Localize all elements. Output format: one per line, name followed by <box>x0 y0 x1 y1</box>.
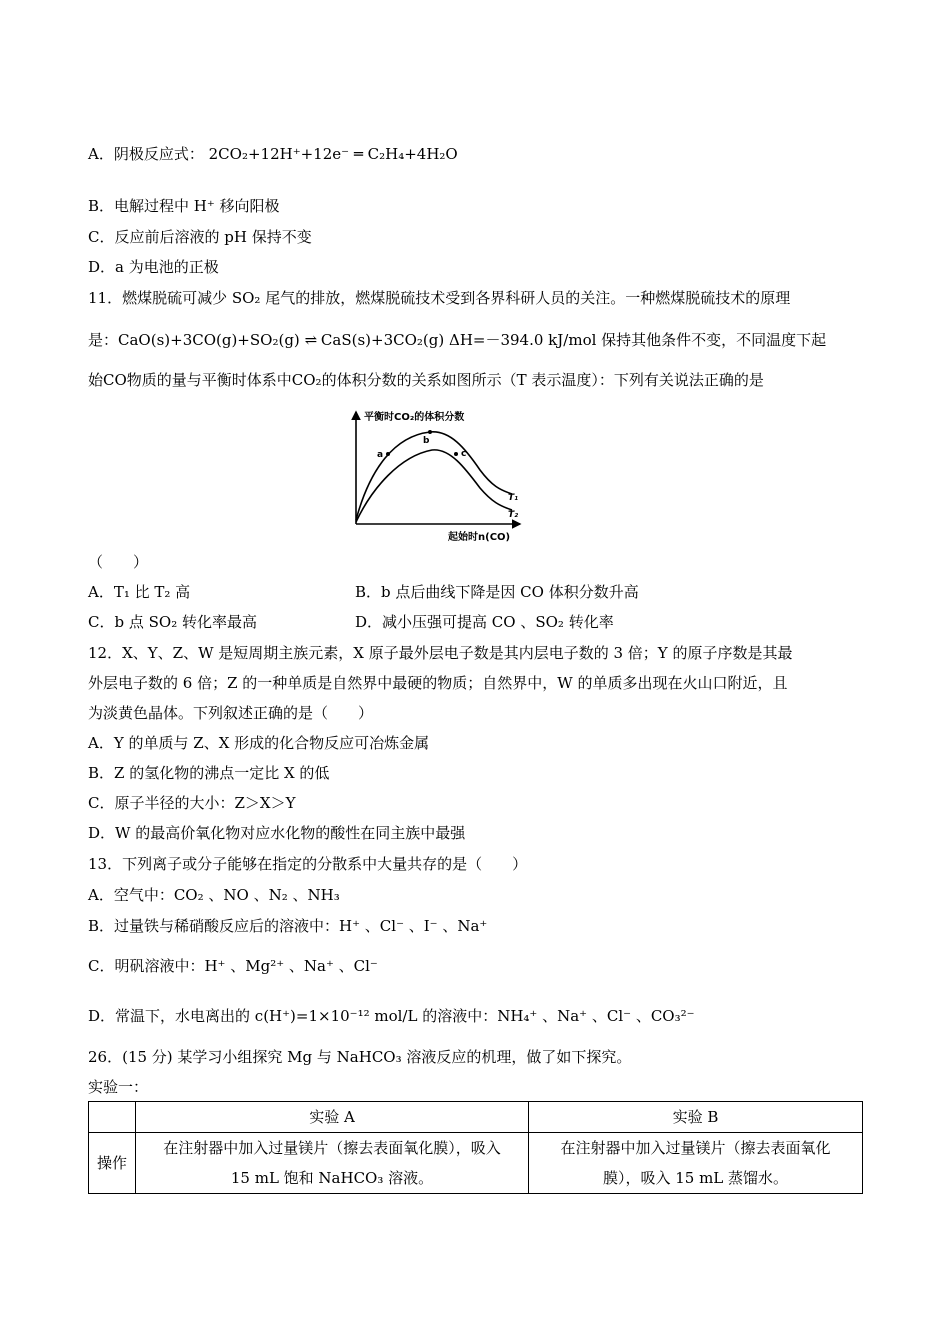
q11-option-d: D．减小压强可提高 CO 、SO₂ 转化率 <box>355 613 614 631</box>
q10-option-d: D．a 为电池的正极 <box>88 258 219 276</box>
chart-point-c-label: c <box>461 449 467 459</box>
q10-option-a-formula: 2CO₂+12H⁺+12e⁻ ═ C₂H₄+4H₂O <box>208 145 458 163</box>
q26-experiment-title: 实验一： <box>88 1078 149 1096</box>
q11-option-c: C．b 点 SO₂ 转化率最高 <box>88 613 257 631</box>
q11-stem-line2 <box>88 330 826 350</box>
q13-option-d: D．常温下，水电离出的 c(H⁺)=1×10⁻¹² mol/L 的溶液中：NH₄⁺ 、Na⁺ 、Cl⁻ 、CO₃²⁻ <box>88 1007 695 1025</box>
q13-option-a: A．空气中：CO₂ 、NO 、N₂ 、NH₃ <box>88 886 340 904</box>
chart-t1-label: T₁ <box>508 493 519 503</box>
table-cell-b-line1: 在注射器中加入过量镁片（擦去表面氧化 <box>560 1139 831 1157</box>
q12-option-a: A．Y 的单质与 Z、X 形成的化合物反应可冶炼金属 <box>88 734 430 752</box>
q13-option-c: C．明矾溶液中：H⁺ 、Mg²⁺ 、Na⁺ 、Cl⁻ <box>88 957 378 975</box>
table-header-a: 实验 A <box>136 1102 529 1133</box>
q11-equation-left: 是：CaO(s)+3CO(g)+SO₂(g) <box>88 331 300 349</box>
chart-point-b-label: b <box>423 436 430 446</box>
table-row-label: 操作 <box>89 1133 136 1194</box>
experiment-table <box>88 1101 863 1194</box>
chart-series-t1 <box>356 432 512 520</box>
equilibrium-arrow-icon: ⇌ <box>304 331 317 349</box>
chart-point-b <box>428 430 432 434</box>
q11-stem-line1: 11．燃煤脱硫可减少 SO₂ 尾气的排放，燃煤脱硫技术受到各界科研人员的关注。一种燃煤脱硫技术的原理 <box>88 289 791 307</box>
table-header-b: 实验 B <box>529 1102 863 1133</box>
table-cell-b-line2: 膜），吸入 15 mL 蒸馏水。 <box>602 1169 789 1187</box>
chart-y-label: 平衡时CO₂的体积分数 <box>364 412 465 423</box>
co2-fraction-chart <box>340 408 540 548</box>
q12-option-b: B．Z 的氢化物的沸点一定比 X 的低 <box>88 764 330 782</box>
q13-stem: 13．下列离子或分子能够在指定的分散系中大量共存的是（ ） <box>88 855 528 873</box>
chart-point-a-label: a <box>377 450 384 460</box>
q11-answer-paren: （ ） <box>88 553 149 571</box>
q11-option-b: B．b 点后曲线下降是因 CO 体积分数升高 <box>355 583 639 601</box>
table-corner-cell <box>89 1102 136 1133</box>
q26-stem: 26．(15 分) 某学习小组探究 Mg 与 NaHCO₃ 溶液反应的机理，做了如下探究。 <box>88 1048 632 1066</box>
q10-option-a <box>88 144 458 164</box>
q13-option-b: B．过量铁与稀硝酸反应后的溶液中：H⁺ 、Cl⁻ 、I⁻ 、Na⁺ <box>88 917 488 935</box>
q11-option-a: A．T₁ 比 T₂ 高 <box>88 583 191 601</box>
q10-option-a-label: A．阴极反应式： <box>88 145 204 163</box>
chart-t2-label: T₂ <box>508 510 519 520</box>
table-cell-a-line2: 15 mL 饱和 NaHCO₃ 溶液。 <box>230 1169 434 1187</box>
chart-point-c <box>454 452 458 456</box>
q10-option-b: B．电解过程中 H⁺ 移向阳极 <box>88 197 280 215</box>
q11-stem-line3: 始CO物质的量与平衡时体系中CO₂的体积分数的关系如图所示（T 表示温度）：下列有关说法正确的是 <box>88 371 764 389</box>
chart-series-t2 <box>356 450 512 522</box>
q10-option-c: C．反应前后溶液的 pH 保持不变 <box>88 228 312 246</box>
chart-x-label: 起始时n(CO) <box>448 532 511 543</box>
table-header-row <box>89 1102 863 1133</box>
q12-option-d: D．W 的最高价氧化物对应水化物的酸性在同主族中最强 <box>88 824 466 842</box>
table-cell-a-line1: 在注射器中加入过量镁片（擦去表面氧化膜），吸入 <box>163 1139 501 1157</box>
q12-stem-line3: 为淡黄色晶体。下列叙述正确的是（ ） <box>88 704 374 722</box>
table-cell-a <box>136 1133 529 1194</box>
q12-stem-line2: 外层电子数的 6 倍；Z 的一种单质是自然界中最硬的物质；自然界中，W 的单质多出现在火山口附近，且 <box>88 674 788 692</box>
q12-stem-line1: 12．X、Y、Z、W 是短周期主族元素，X 原子最外层电子数是其内层电子数的 3 倍；Y 的原子序数是其最 <box>88 644 793 662</box>
q11-equation-right: CaS(s)+3CO₂(g) ΔH=－394.0 kJ/mol 保持其他条件不变，不同温度下起 <box>320 331 827 349</box>
q12-option-c: C．原子半径的大小：Z＞X＞Y <box>88 794 296 812</box>
table-cell-b <box>529 1133 863 1194</box>
table-row <box>89 1133 863 1194</box>
chart-point-a <box>386 452 390 456</box>
